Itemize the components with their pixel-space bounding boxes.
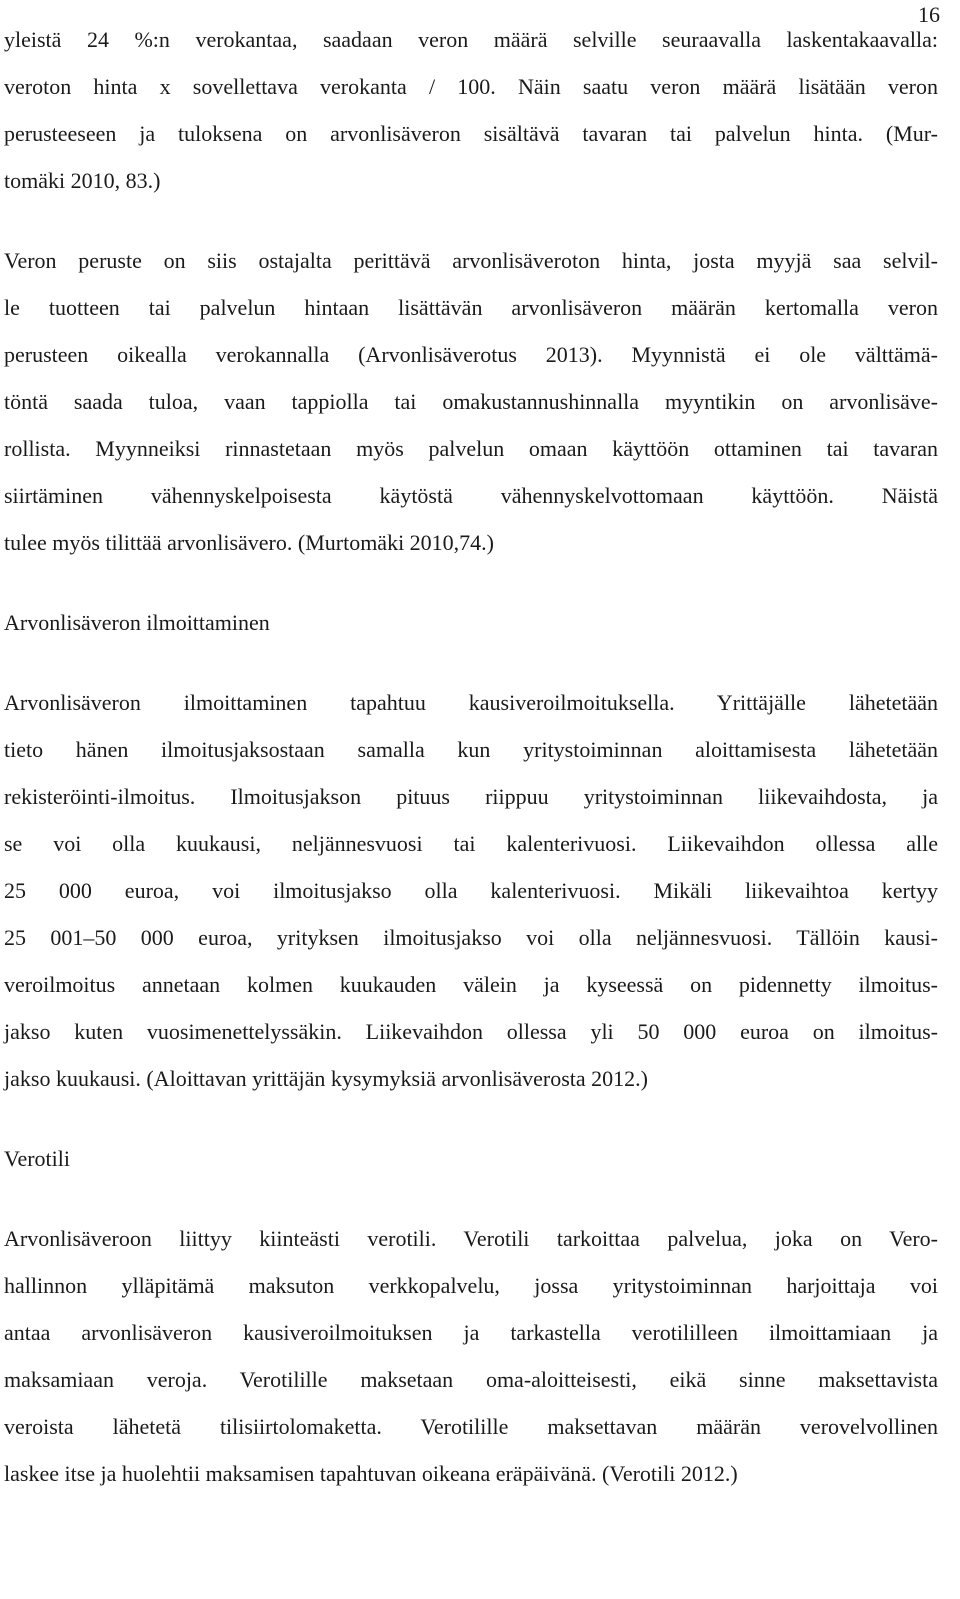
text-line: laskee itse ja huolehtii maksamisen tapahtuvan oikeana eräpäivänä. (Verotili 2012.) — [4, 1461, 738, 1486]
text-line: rollista. Myynneiksi rinnastetaan myös palvelun omaan käyttöön ottaminen tai tavaran — [4, 436, 938, 461]
section-heading-tax-account: Verotili — [4, 1146, 70, 1171]
text-line: jakso kuten vuosimenettelyssäkin. Liikevaihdon ollessa yli 50 000 euroa on ilmoitus- — [4, 1019, 938, 1044]
text-line: siirtäminen vähennyskelpoisesta käytöstä vähennyskelvottomaan käyttöön. Näistä — [4, 483, 938, 508]
text-line: veroilmoitus annetaan kolmen kuukauden välein ja kyseessä on pidennetty ilmoitus- — [4, 972, 938, 997]
paragraph-vat-reporting — [4, 679, 938, 1102]
text-line: perusteeseen ja tuloksena on arvonlisäveron sisältävä tavaran tai palvelun hinta. (Mur- — [4, 121, 938, 146]
section-heading-vat-reporting: Arvonlisäveron ilmoittaminen — [4, 610, 270, 635]
text-line: Arvonlisäveron ilmoittaminen tapahtuu kausiveroilmoituksella. Yrittäjälle lähetetään — [4, 690, 938, 715]
text-line: rekisteröinti-ilmoitus. Ilmoitusjakson pituus riippuu yritystoiminnan liikevaihdosta, ja — [4, 784, 938, 809]
text-line: se voi olla kuukausi, neljännesvuosi tai kalenterivuosi. Liikevaihdon ollessa alle — [4, 831, 938, 856]
text-line: 25 001–50 000 euroa, yrityksen ilmoitusjakso voi olla neljännesvuosi. Tällöin kausi- — [4, 925, 938, 950]
text-line: le tuotteen tai palvelun hintaan lisättävän arvonlisäveron määrän kertomalla veron — [4, 295, 938, 320]
text-line: Veron peruste on siis ostajalta perittävä arvonlisäveroton hinta, josta myyjä saa selvil- — [4, 248, 938, 273]
text-line: antaa arvonlisäveron kausiveroilmoituksen ja tarkastella verotililleen ilmoittamiaan ja — [4, 1320, 938, 1345]
text-line: veroista lähetetä tilisiirtolomaketta. Verotilille maksettavan määrän verovelvollinen — [4, 1414, 938, 1439]
text-line: tieto hänen ilmoitusjaksostaan samalla kun yritystoiminnan aloittamisesta lähetetään — [4, 737, 938, 762]
paragraph-tax-base — [4, 237, 938, 566]
paragraph-tax-calculation — [4, 16, 938, 204]
page-number: 16 — [918, 2, 940, 27]
text-line: tulee myös tilittää arvonlisävero. (Murtomäki 2010,74.) — [4, 530, 495, 555]
text-line: hallinnon ylläpitämä maksuton verkkopalvelu, jossa yritystoiminnan harjoittaja voi — [4, 1273, 938, 1298]
paragraph-tax-account — [4, 1215, 938, 1497]
text-line: veroton hinta x sovellettava verokanta / 100. Näin saatu veron määrä lisätään veron — [4, 74, 938, 99]
text-line: maksamiaan veroja. Verotilille maksetaan oma-aloitteisesti, eikä sinne maksettavista — [4, 1367, 938, 1392]
text-line: yleistä 24 %:n verokantaa, saadaan veron määrä selville seuraavalla laskentakaavalla: — [4, 27, 938, 52]
text-line: Arvonlisäveroon liittyy kiinteästi verotili. Verotili tarkoittaa palvelua, joka on Vero- — [4, 1226, 938, 1251]
text-line: 25 000 euroa, voi ilmoitusjakso olla kalenterivuosi. Mikäli liikevaihtoa kertyy — [4, 878, 938, 903]
text-line: tomäki 2010, 83.) — [4, 168, 161, 193]
text-line: jakso kuukausi. (Aloittavan yrittäjän kysymyksiä arvonlisäverosta 2012.) — [4, 1066, 648, 1091]
text-line: töntä saada tuloa, vaan tappiolla tai omakustannushinnalla myyntikin on arvonlisäve- — [4, 389, 938, 414]
text-line: perusteen oikealla verokannalla (Arvonlisäverotus 2013). Myynnistä ei ole välttämä- — [4, 342, 938, 367]
document-body — [4, 16, 938, 1497]
